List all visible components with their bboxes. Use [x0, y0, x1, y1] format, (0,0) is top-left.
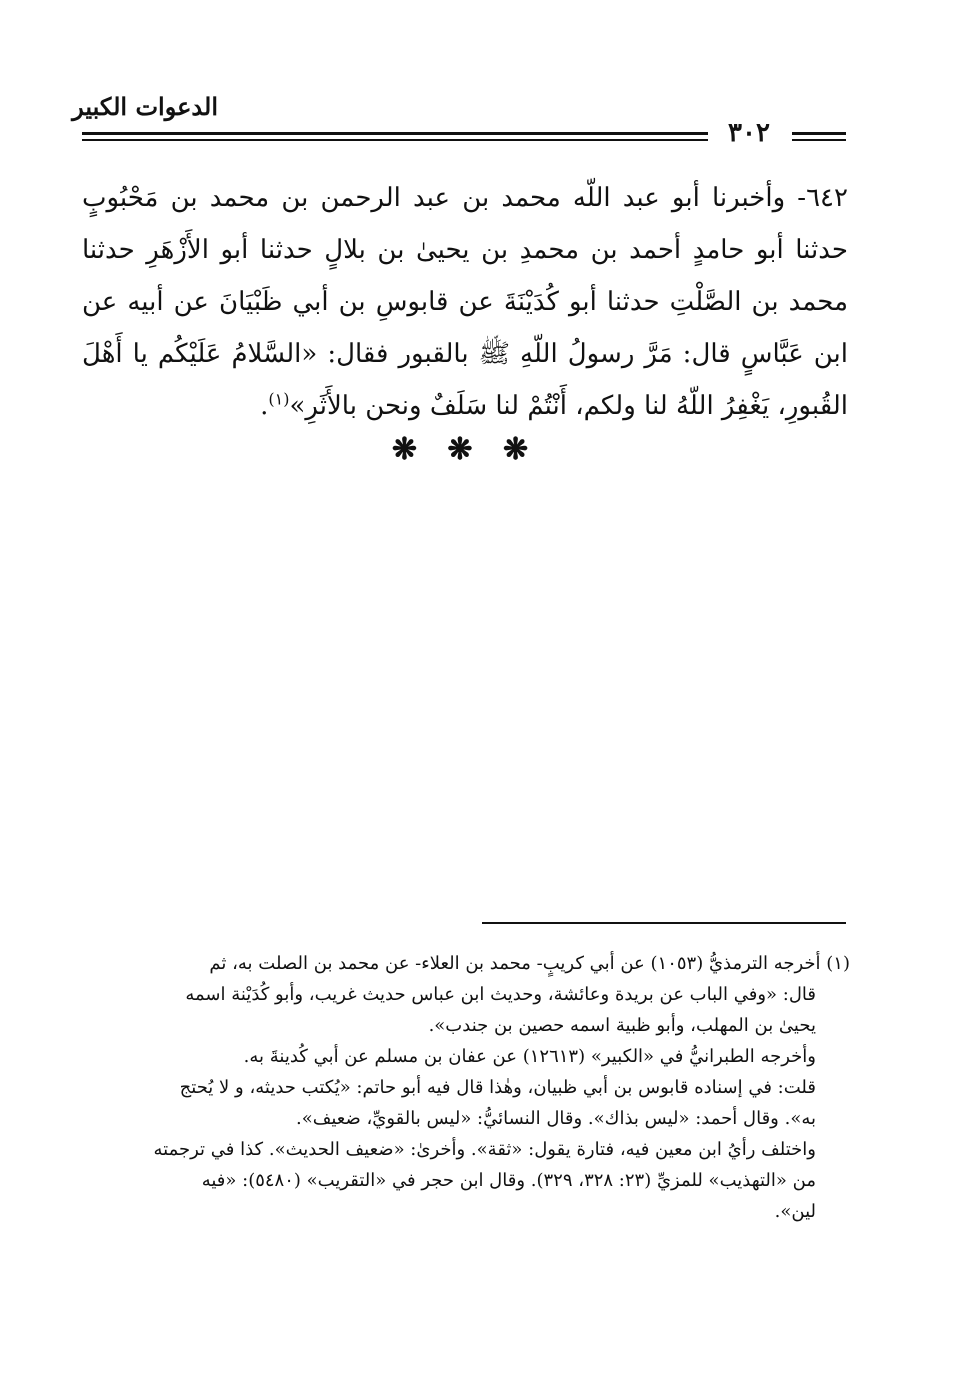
- footnote-line: واختلف رأيُ ابن معين فيه، فتارة يقول: «ثقة». وأخرىٰ: «ضعيف الحديث». كذا في ترجمته: [153, 1139, 816, 1160]
- footnotes-block: [80, 948, 850, 1227]
- page-number: ٣٠٢: [728, 118, 770, 148]
- running-header-title: الدعوات الكبير: [72, 92, 218, 121]
- header-rule-right-top: [792, 132, 846, 135]
- footnote-line: من «التهذيب» للمزيِّ (٢٣: ٣٢٨، ٣٢٩). وقال ابن حجر في «التقريب» (٥٤٨٠): «فيه: [201, 1170, 816, 1191]
- section-separator-stars: ❋ ❋ ❋: [391, 432, 539, 467]
- hadith-text: ٦٤٢- وأخبرنا أبو عبد اللّه محمد بن عبد الرحمن بن محمد بن مَحْبُوبٍ حدثنا أبو حامدٍ أحمد بن محمدِ بن يحيىٰ بن بلالٍ حدثنا أبو الأَزْهَرِ حدثنا محمد بن الصَّلْتِ حدثنا أبو كُدَيْنَةَ عن قابوسِ بن أبي ظَبْيَانَ عن أبيه عن ابن عَبَّاسٍ قال: مَرَّ رسولُ اللّهِ ﷺ بالقبور فقال: «السَّلامُ عَلَيْكُم يا أَهْلَ القُبورِ، يَغْفِرُ اللّهُ لنا ولكم، أَنْتُمْ لنا سَلَفٌ ونحن بالأَثَرِ»: [82, 183, 849, 421]
- footnote-divider: [482, 922, 846, 924]
- footnote-line: لين».: [774, 1201, 816, 1222]
- footnote-reference: (١): [268, 389, 290, 409]
- header-rule-top: [82, 132, 708, 135]
- paragraph-end-mark: .: [260, 391, 269, 421]
- header-rule-right-bottom: [792, 139, 846, 141]
- footnote-line: قلت: في إسناده قابوس بن أبي ظبيان، وهٰذا قال فيه أبو حاتم: «يُكتب حديثه، و لا يُحتج: [179, 1077, 816, 1098]
- header-rule-bottom: [82, 139, 708, 141]
- footnote-line: (١) أخرجه الترمذيُّ (١٠٥٣) عن أبي كريبٍ- محمد بن العلاء- عن محمد بن الصلت به، ثم: [209, 953, 850, 974]
- footnote-line: يحيىٰ بن المهلب، وأبو ظبية اسمه حصين بن جندب».: [428, 1015, 816, 1036]
- footnote-line: وأخرجه الطبرانيُّ في «الكبير» (١٢٦١٣) عن عفان بن مسلم عن أبي كُدينةَ به.: [243, 1046, 816, 1067]
- hadith-paragraph: [82, 172, 848, 432]
- footnote-line: قال: «وفي الباب عن بريدة وعائشة، وحديث ابن عباس حديث غريب، وأبو كُدَيْنة اسمه: [185, 984, 816, 1005]
- footnote-line: به». وقال أحمد: «ليس بذاك». وقال النسائيُّ: «ليس بالقويِّ، ضعيف».: [295, 1108, 816, 1129]
